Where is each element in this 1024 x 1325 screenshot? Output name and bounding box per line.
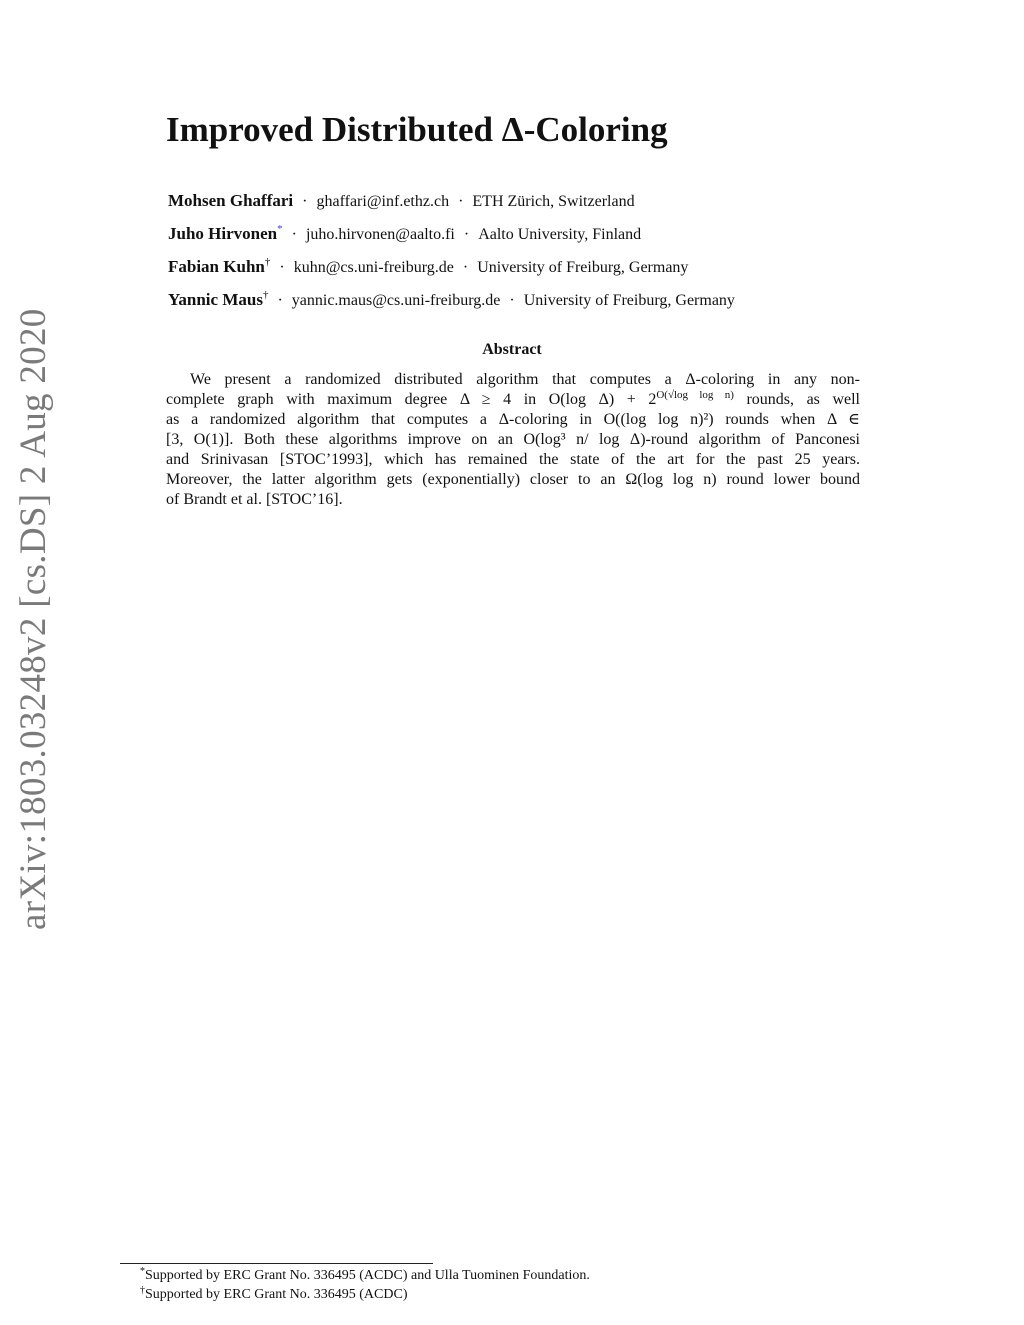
separator: · [291,226,297,243]
abstract-line-4: [3, O(1)]. Both these algorithms improve on an O(log³ n/ log Δ)-round algorithm of Panconesi [166,431,860,448]
author-affiliation: ETH Zürich, Switzerland [472,193,635,210]
author-affiliation: Aalto University, Finland [478,226,642,243]
separator: · [463,226,470,243]
author-affiliation: University of Freiburg, Germany [477,259,689,276]
author-email[interactable]: yannic.maus@cs.uni-freiburg.de [291,292,501,309]
author-email[interactable]: juho.hirvonen@aalto.fi [305,226,455,243]
paper-title: Improved Distributed Δ-Coloring [166,110,668,149]
author-email[interactable]: kuhn@cs.uni-freiburg.de [293,259,454,276]
author-affiliation: University of Freiburg, Germany [523,292,735,309]
author-row-maus [168,290,735,310]
abstract-line-3: as a randomized algorithm that computes a Δ-coloring in O((log log n)²) rounds when Δ ∈ [166,411,860,428]
footnote-text: Supported by ERC Grant No. 336495 (ACDC) [145,1287,408,1302]
author-row-hirvonen [168,224,641,244]
abstract-line-5: and Srinivasan [STOC’1993], which has remained the state of the art for the past 25 years. [166,451,860,468]
separator: · [302,193,308,210]
footnote-mark: * [140,1266,145,1277]
footnote-mark: † [140,1285,145,1296]
footnote-divider [120,1263,433,1264]
separator: · [458,193,464,210]
footnote-1 [140,1268,590,1284]
separator: · [279,259,285,276]
footnote-text: Supported by ERC Grant No. 336495 (ACDC) and Ulla Tuominen Foundation. [145,1268,590,1283]
footnote-link-dagger[interactable]: † [264,256,271,268]
author-name: Mohsen Ghaffari [168,191,294,210]
abstract-line-6: Moreover, the latter algorithm gets (exponentially) closer to an Ω(log log n) round lower bound [166,471,860,488]
footnote-link-dagger[interactable]: † [262,289,269,301]
author-name: Juho Hirvonen [168,224,278,243]
author-name: Yannic Maus [168,290,263,309]
author-row-kuhn [168,257,688,277]
author-email[interactable]: ghaffari@inf.ethz.ch [316,193,450,210]
separator: · [509,292,515,309]
abstract-line-7: of Brandt et al. [STOC’16]. [166,491,343,508]
abstract-heading: Abstract [482,341,542,358]
abstract-exponent: O(√log log n) [656,389,734,401]
author-name: Fabian Kuhn [168,257,265,276]
author-row-ghaffari [168,191,635,211]
separator: · [462,259,469,276]
arxiv-identifier: arXiv:1803.03248v2 [cs.DS] 2 Aug 2020 [13,308,54,930]
abstract-line-2-end: rounds, as well [733,391,860,408]
separator: · [277,292,283,309]
abstract-line-1: We present a randomized distributed algorithm that computes a Δ-coloring in any non- [190,371,860,388]
abstract-line-2 [166,390,860,410]
footnote-link-star[interactable]: * [277,223,283,235]
abstract-line-2-start: complete graph with maximum degree Δ ≥ 4 in O(log Δ) + 2 [166,391,657,408]
footnote-2 [140,1287,408,1303]
